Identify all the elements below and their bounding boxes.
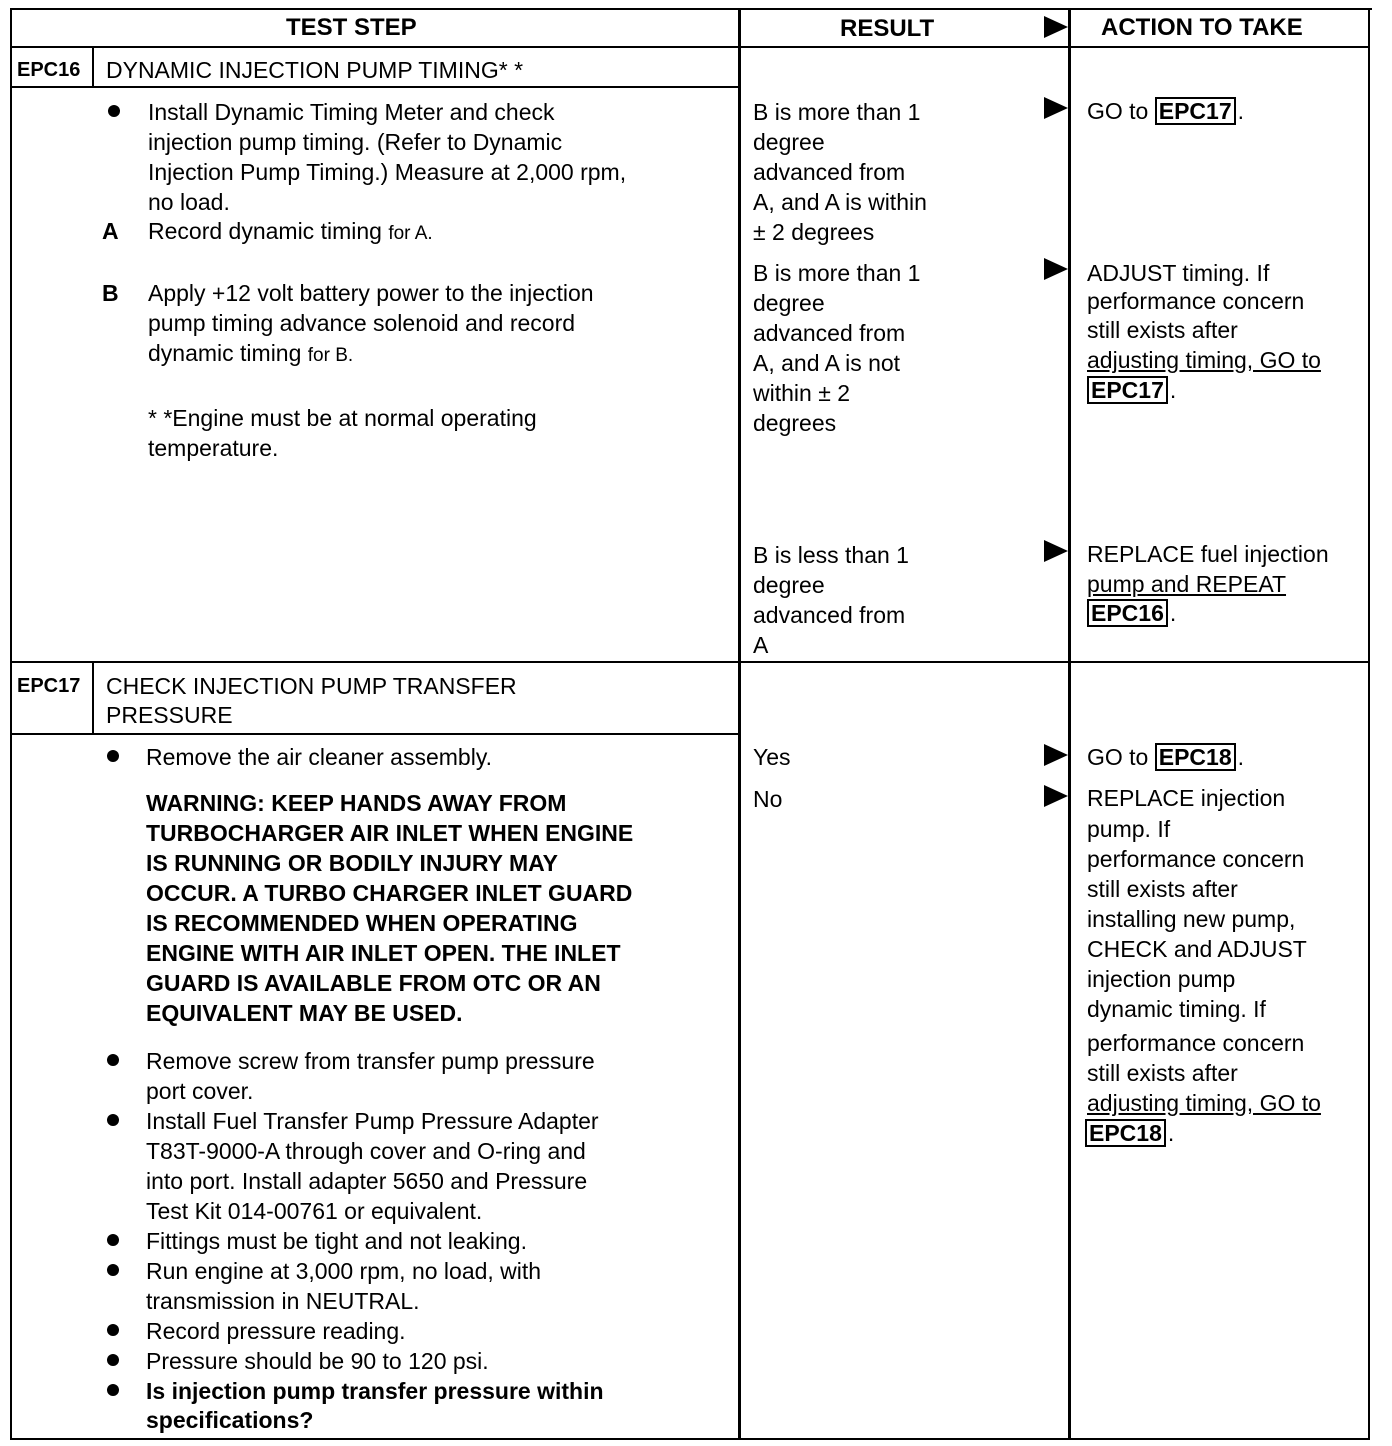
epc18-reference-link[interactable]: EPC18 (1155, 743, 1236, 771)
epc17-title-divider (10, 733, 738, 735)
table-border-left (10, 8, 12, 1440)
epc16-code: EPC16 (17, 59, 81, 81)
table-border-bottom (10, 1438, 1370, 1440)
epc17-reference-link[interactable]: EPC17 (1087, 376, 1168, 404)
epc16-action-1: GO to EPC17 . (1087, 98, 1245, 124)
epc16-label-b: B (102, 280, 119, 306)
bullet-icon (107, 1114, 119, 1126)
arrow-icon (1044, 97, 1068, 119)
epc16-step-a: Record dynamic timing for A. (148, 218, 433, 244)
bullet-icon (107, 750, 119, 762)
bullet-icon (107, 1354, 119, 1366)
epc17-result-yes: Yes (753, 744, 791, 770)
column-divider-action (1068, 8, 1071, 1440)
bullet-icon (107, 1054, 119, 1066)
header-arrow-icon (1044, 16, 1068, 38)
header-test-step: TEST STEP (286, 14, 417, 41)
bullet-icon (107, 1384, 119, 1396)
arrow-icon (1044, 540, 1068, 562)
arrow-icon (1044, 744, 1068, 766)
epc16-title-divider (10, 86, 738, 88)
epc17-step-remove-cleaner: Remove the air cleaner assembly. (146, 744, 492, 770)
header-result: RESULT (840, 15, 935, 42)
bullet-icon (107, 1264, 119, 1276)
epc16-title: DYNAMIC INJECTION PUMP TIMING* * (106, 57, 524, 83)
epc17-code-divider (92, 661, 94, 735)
arrow-icon (1044, 258, 1068, 280)
epc17-result-no: No (753, 786, 783, 812)
column-divider-result (738, 8, 741, 1440)
header-action: ACTION TO TAKE (1101, 14, 1303, 41)
epc17-code: EPC17 (17, 675, 81, 697)
epc17-action-1: GO to EPC18 . (1087, 744, 1245, 770)
table-border-top (10, 8, 1372, 10)
epc17-reference-link[interactable]: EPC17 (1155, 97, 1236, 125)
header-divider (10, 46, 1370, 48)
arrow-icon (1044, 785, 1068, 807)
bullet-icon (108, 105, 120, 117)
bullet-icon (107, 1324, 119, 1336)
epc17-step-fittings: Fittings must be tight and not leaking. (146, 1228, 527, 1254)
epc17-step-pressure-spec: Pressure should be 90 to 120 psi. (146, 1348, 489, 1374)
row-divider (10, 661, 1370, 663)
bullet-icon (107, 1234, 119, 1246)
epc16-label-a: A (102, 218, 119, 244)
epc17-step-record: Record pressure reading. (146, 1318, 406, 1344)
table-border-right (1368, 8, 1370, 1440)
diagnostic-table: TEST STEP RESULT ACTION TO TAKE EPC16 DYNAMIC INJECTION PUMP TIMING* * Install Dynamic Timing Meter and check injection pump timing. (Refer to Dynamic Injection Pump Timing.) Measure at 2,000 rpm, no load. A Record dynamic timing for A. B Apply +12 volt battery power to the injection pump timing advance solenoid and record dynamic timing for B. * *Engine must be at normal operating temperature. B is more than 1 degree advanced from A, and A is within ± 2 degrees B is more than 1 degree advanced from A, and A is not within ± 2 degrees B is less than 1 degree advanced from A GO to EPC17 . ADJUST timing. If performance concern still exists after adjusting timing, GO to EPC17 . REPLACE fuel injection pump and REPEAT EPC16 . EPC17 CHECK INJECTION PUMP TRANSFER PRESSURE Remove the air cleaner assembly. WARNING: KEEP HANDS AWAY FROM TURBOCHARGER AIR INLET WHEN ENGINE IS RUNNING OR BODILY INJURY MAY OCCUR. A TURBO CHARGER INLET GUARD IS RECOMMENDED WHEN OPERATING ENGINE WITH AIR INLET OPEN. THE INLET GUARD IS AVAILABLE FROM OTC OR AN EQUIVALENT MAY BE USED. Remove screw from transfer pump pressure port cover. Install Fuel Transfer Pump Pressure Adapter T83T-9000-A through cover and O-ring and into port. Install adapter 5650 and Pressure Test Kit 014-00761 or equivalent. Fittings must be tight and not leaking. Run engine at 3,000 rpm, no load, with transmission in NEUTRAL. Record pressure reading. Pressure should be 90 to 120 psi. Is injection pump transfer pressure within specifications? Yes No GO to EPC18 . REPLACE injection pump. If performance concern still exists after installing new pump, CHECK and ADJUST injection pump dynamic timing. If performance concern still exists after adjusting timing, GO to EPC18 . (0, 0, 1392, 1446)
epc16-code-divider (92, 46, 94, 88)
epc18-reference-link[interactable]: EPC18 (1085, 1119, 1166, 1147)
epc16-reference-link[interactable]: EPC16 (1087, 599, 1168, 627)
